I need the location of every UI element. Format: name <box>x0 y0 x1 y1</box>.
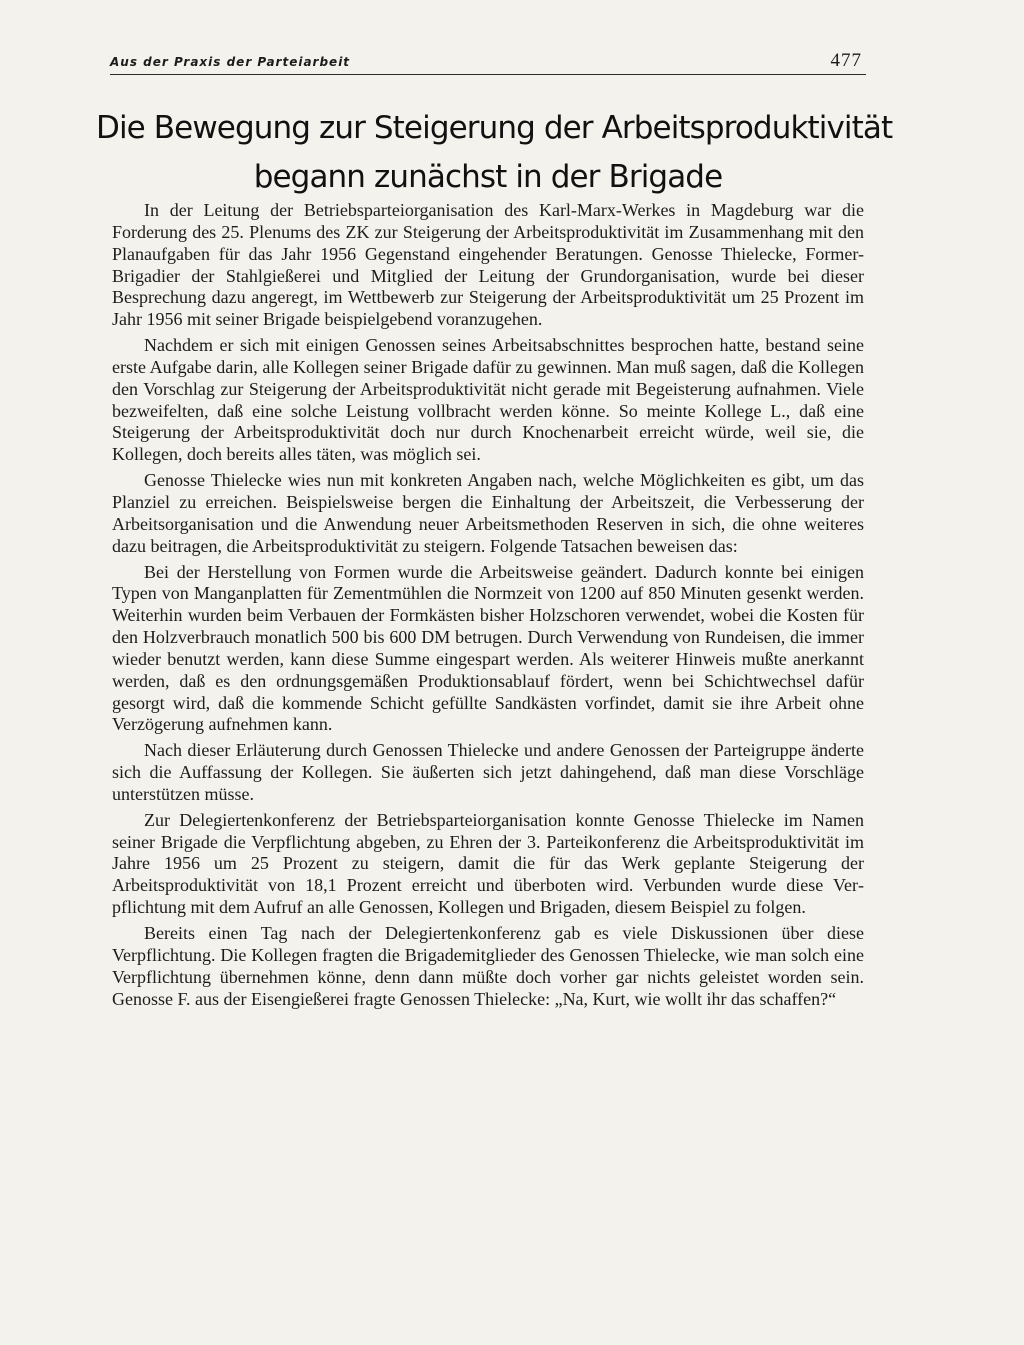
paragraph-1: In der Leitung der Betriebsparteiorganisation des Karl-Marx-Werkes in Magdeburg war die Forderung des 25. Plenums des ZK zur Steigerung der Arbeitsproduktivität im Zusammenhang mit den Planaufgaben für das Jahr 1956 Gegenstand eingehender Beratungen. Genosse Thielecke, Former-Brigadier der Stahlgießerei und Mitglied der Leitung der Grundorganisation, wurde bei dieser Besprechung dazu angeregt, im Wettbewerb zur Steigerung der Arbeitsproduktivität um 25 Prozent im Jahr 1956 mit seiner Brigade beispielgebend voranzugehen. <box>112 200 864 330</box>
paragraph-4: Bei der Herstellung von Formen wurde die Arbeitsweise geändert. Dadurch konnte bei einigen Typen von Manganplatten für Zementmühlen die Normzeit von 1200 auf 850 Minuten gesenkt werden. Weiterhin wurden beim Verbauen der Formkästen bisher Holzschoren verwendet, wobei die Kosten für den Holzverbrauch monatlich 500 bis 600 DM betrugen. Durch Verwendung von Rundeisen, die immer wieder benutzt werden, kann diese Summe eingespart werden. Als weiterer Hinweis mußte anerkannt werden, daß es den ordnungsgemäßen Produktionsablauf fördert, wenn bei Schichtwechsel dafür gesorgt wird, daß die kommende Schicht gefüllte Sandkästen vorfindet, damit sie ihre Arbeit ohne Verzögerung aufnehmen kann. <box>112 561 864 735</box>
article-title-line-2: begann zunächst in der Brigade <box>253 159 723 195</box>
paragraph-3: Genosse Thielecke wies nun mit konkreten Angaben nach, welche Möglichkeiten es gibt, um das Planziel zu erreichen. Beispielsweise bergen die Einhaltung der Arbeitszeit, die Verbesserung der Arbeitsorganisation und die Anwendung neuer Arbeitsmethoden Reserven in sich, die ohne weiteres dazu beitragen, die Arbeitsproduktivität zu steigern. Folgende Tatsachen beweisen das: <box>112 470 864 556</box>
paragraph-7: Bereits einen Tag nach der Delegiertenkonferenz gab es viele Diskussionen über diese Verpflichtung. Die Kollegen fragten die Brigademitglieder des Genossen Thielecke, wie man solch eine Verpflichtung übernehmen könne, denn dann müßte doch vorher gar nichts geleistet worden sein. Genosse F. aus der Eisengießerei fragte Genossen Thielecke: „Na, Kurt, wie wollt ihr das schaffen?“ <box>112 923 864 1009</box>
article-body <box>112 200 864 1010</box>
running-header <box>110 50 866 75</box>
paragraph-2: Nachdem er sich mit einigen Genossen seines Arbeitsabschnittes besprochen hatte, bestand seine erste Aufgabe darin, alle Kollegen seiner Brigade dafür zu gewinnen. Man muß sagen, daß die Kollegen den Vorschlag zur Steigerung der Arbeitsproduktivität nicht gerade mit Begeisterung aufnahmen. Viele bezweifelten, daß eine solche Leistung vollbracht werden könne. So meinte Kollege L., daß eine Steigerung der Arbeitsproduktivität doch nur durch Knochenarbeit erreicht würde, weil sie, die Kollegen, doch bereits alles täten, was möglich sei. <box>112 335 864 465</box>
paragraph-6: Zur Delegiertenkonferenz der Betriebsparteiorganisation konnte Genosse Thielecke im Namen seiner Brigade die Verpflichtung abgeben, zu Ehren der 3. Parteikonferenz die Arbeitsproduktivität im Jahre 1956 um 25 Prozent zu steigern, damit die für das Werk geplante Steigerung der Arbeitsproduktivität von 18,1 Prozent erreicht und überboten wird. Verbunden wurde diese Verpflichtung mit dem Aufruf an alle Genossen, Kollegen und Brigaden, diesem Beispiel zu folgen. <box>112 809 864 918</box>
paragraph-5: Nach dieser Erläuterung durch Genossen Thielecke und andere Genossen der Parteigruppe änderte sich die Auffassung der Kollegen. Sie äußerten sich jetzt dahingehend, daß man diese Vorschläge unterstützen müsse. <box>112 740 864 804</box>
article-title-line-1: Die Bewegung zur Steigerung der Arbeitsproduktivität <box>96 110 893 146</box>
running-title: Aus der Praxis der Parteiarbeit <box>110 55 351 69</box>
article-title <box>96 104 893 202</box>
page-number: 477 <box>830 50 862 71</box>
